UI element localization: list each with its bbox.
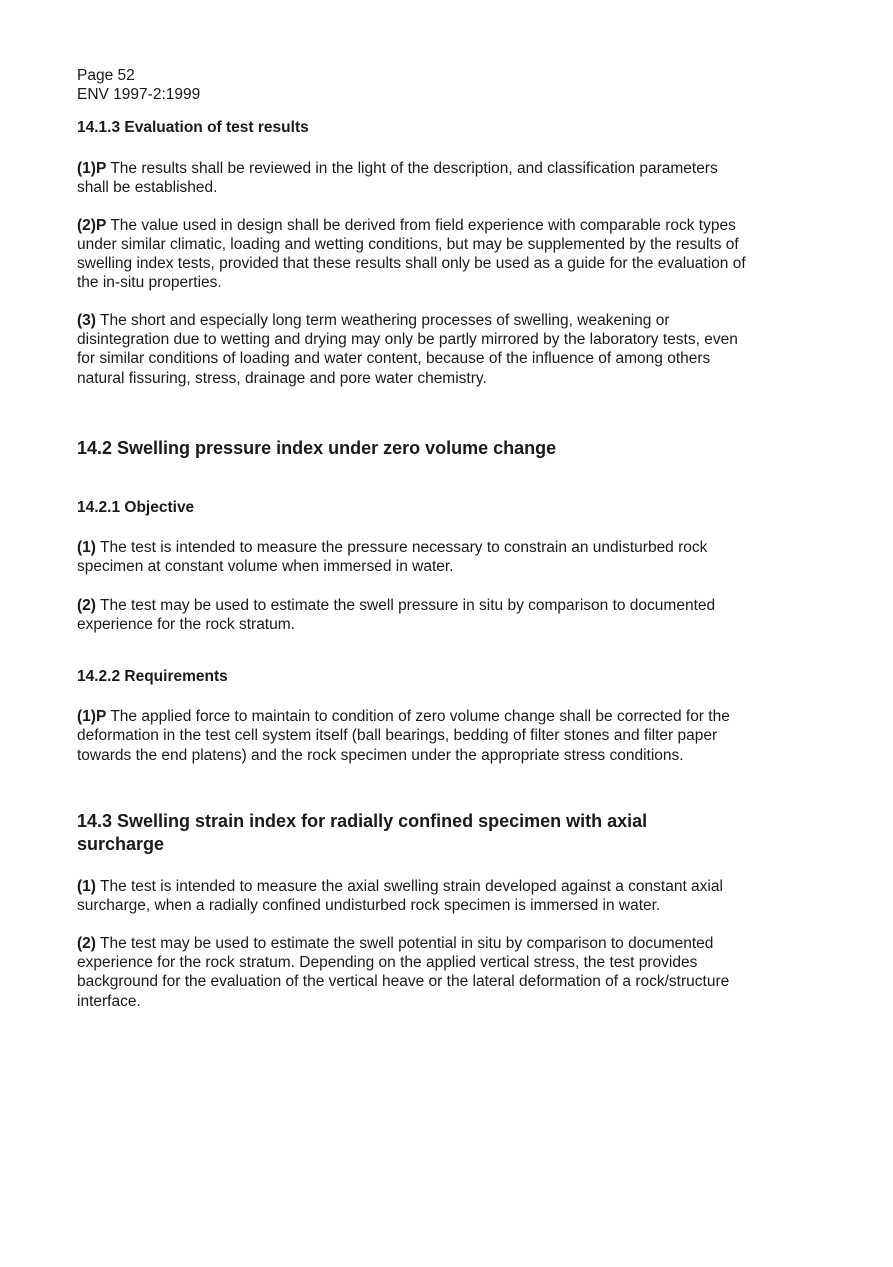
paragraph-14-3-2 (77, 934, 747, 1011)
paragraph-number: (2) (77, 596, 96, 614)
paragraph-14-1-3-2p (77, 216, 747, 293)
paragraph-14-3-1 (77, 877, 747, 916)
paragraph-text: The applied force to maintain to condition of zero volume change shall be corrected for the deformation in the test cell system itself (ball bearings, bedding of filter stones and filter paper towards the end platens) and the rock specimen under the appropriate stress conditions. (77, 708, 730, 764)
paragraph-number: (1)P (77, 708, 107, 726)
paragraph-number: (3) (77, 311, 96, 329)
paragraph-number: (1)P (77, 160, 107, 177)
page-number: Page 52 (77, 67, 135, 84)
paragraph-number: (1) (77, 538, 96, 556)
document-page (77, 66, 747, 1011)
paragraph-text: The test is intended to measure the pressure necessary to constrain an undisturbed rock specimen at constant volume when immersed in water. (77, 538, 708, 576)
section-heading-14-2: 14.2 Swelling pressure index under zero volume change (77, 437, 557, 458)
paragraph-number: (2)P (77, 216, 107, 234)
section-heading-14-1-3: 14.1.3 Evaluation of test results (77, 119, 309, 136)
paragraph-number: (1) (77, 878, 96, 896)
paragraph-14-2-1-2 (77, 596, 747, 635)
paragraph-14-1-3-3 (77, 311, 747, 388)
section-heading-14-2-1: 14.2.1 Objective (77, 498, 195, 516)
paragraph-text: The test is intended to measure the axial swelling strain developed against a constant axial surcharge, when a radially confined undisturbed rock specimen is immersed in water. (77, 878, 723, 915)
standard-reference: ENV 1997-2:1999 (77, 86, 201, 103)
paragraph-text: The value used in design shall be derived from field experience with comparable rock types under similar climatic, loading and wetting conditions, but may be supplemented by the results of swelling index tests, provided that these results shall only be used as a guide for the evaluation of the in-situ properties. (77, 216, 746, 292)
paragraph-text: The short and especially long term weathering processes of swelling, weakening or disintegration due to wetting and drying may only be partly mirrored by the laboratory tests, even for similar conditions of loading and water content, because of the influence of among others natural fissuring, stress, drainage and pore water chemistry. (77, 311, 738, 387)
paragraph-text: The test may be used to estimate the swell potential in situ by comparison to documented experience for the rock stratum. Depending on the applied vertical stress, the test provides background for the evaluation of the vertical heave or the lateral deformation of a rock/structure interface. (77, 934, 730, 1010)
paragraph-number: (2) (77, 934, 96, 952)
paragraph-text: The test may be used to estimate the swell pressure in situ by comparison to documented experience for the rock stratum. (77, 596, 716, 633)
paragraph-14-1-3-1p (77, 159, 747, 198)
paragraph-text: The results shall be reviewed in the light of the description, and classification parameters shall be established. (77, 160, 718, 197)
section-heading-14-2-2: 14.2.2 Requirements (77, 668, 228, 686)
paragraph-14-2-1-1 (77, 538, 747, 577)
paragraph-14-2-2-1p (77, 707, 747, 765)
section-heading-14-3: 14.3 Swelling strain index for radially confined specimen with axial surcharge (77, 811, 648, 855)
